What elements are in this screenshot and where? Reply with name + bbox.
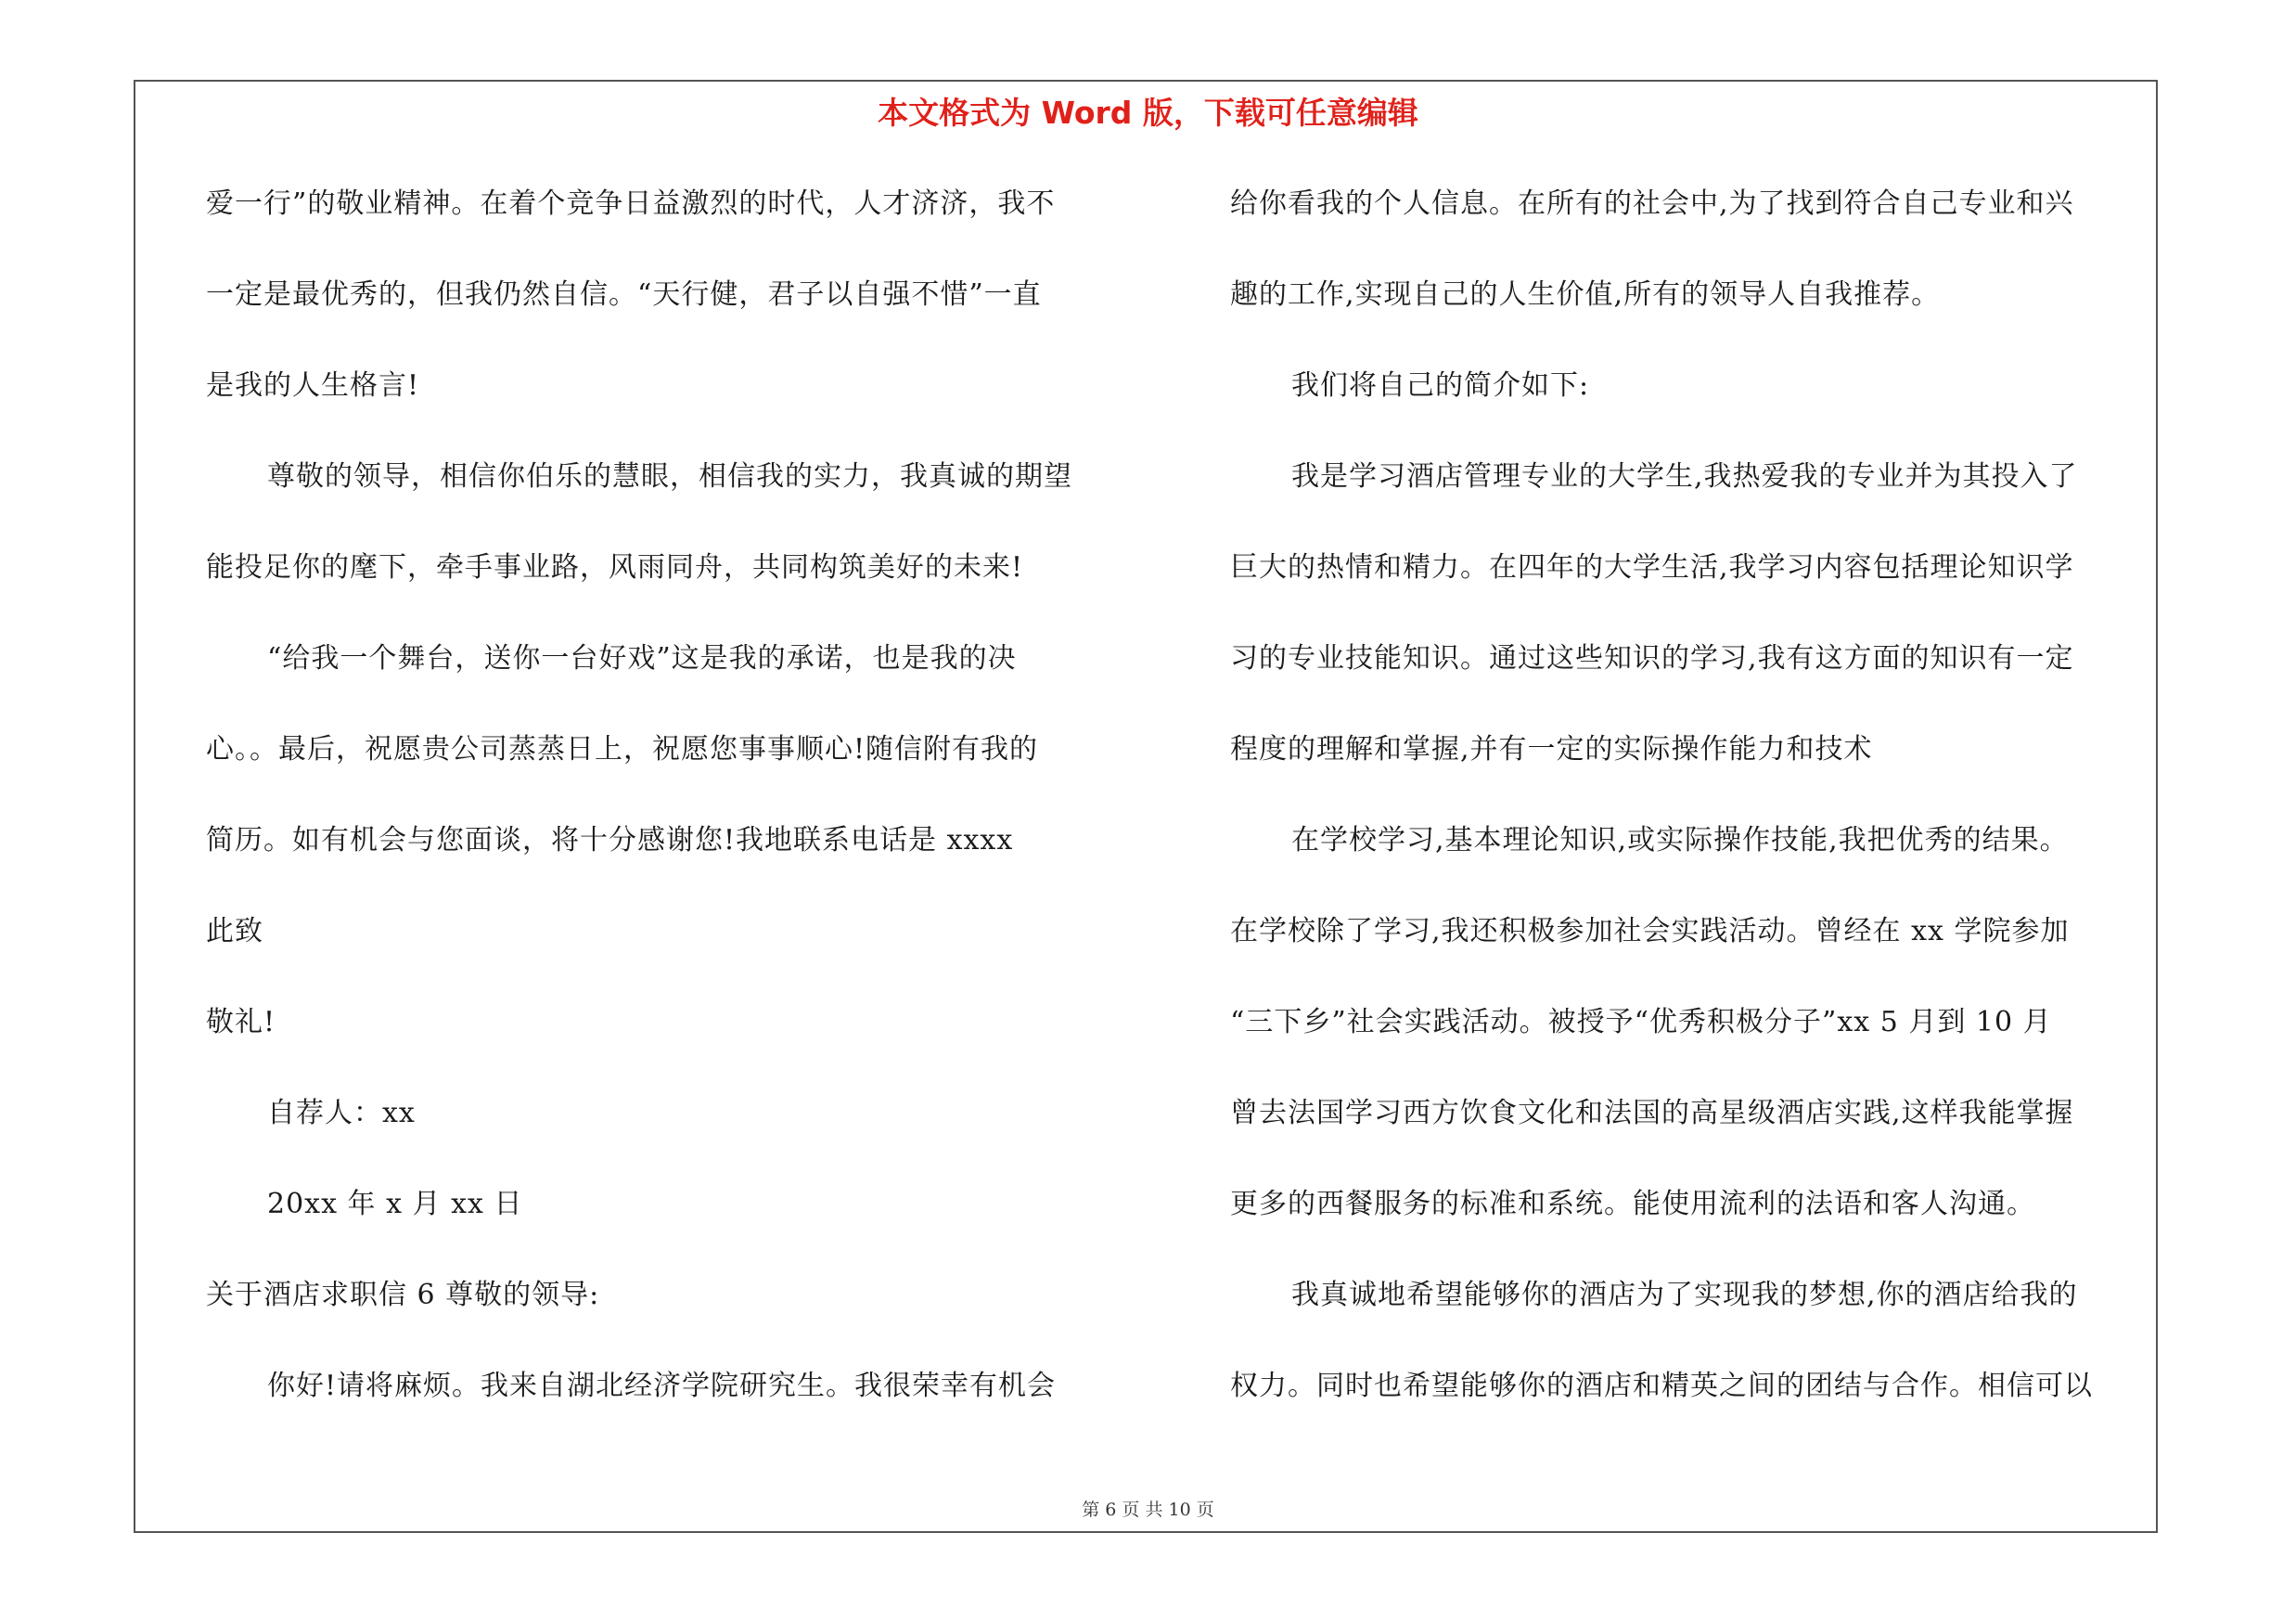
paragraph-line: 我真诚地希望能够你的酒店为了实现我的梦想,你的酒店给我的	[1291, 1279, 2078, 1311]
paragraph-line: 曾去法国学习西方饮食文化和法国的高星级酒店实践,这样我能掌握	[1230, 1097, 2074, 1129]
section-heading: 关于酒店求职信 6 尊敬的领导:	[206, 1279, 600, 1311]
date-line: 20xx 年 x 月 xx 日	[267, 1188, 523, 1220]
paragraph-line: 我们将自己的简介如下:	[1291, 369, 1590, 402]
paragraph-line: 巨大的热情和精力。在四年的大学生活,我学习内容包括理论知识学	[1230, 551, 2074, 584]
paragraph-line: 程度的理解和掌握,并有一定的实际操作能力和技术	[1230, 733, 1873, 766]
paragraph-line: 给你看我的个人信息。在所有的社会中,为了找到符合自己专业和兴	[1230, 187, 2074, 220]
salutation-line: 此致	[206, 915, 263, 947]
paragraph-line: 你好!请将麻烦。我来自湖北经济学院研究生。我很荣幸有机会	[267, 1370, 1057, 1402]
paragraph-line: 更多的西餐服务的标准和系统。能使用流利的法语和客人沟通。	[1230, 1188, 2035, 1220]
paragraph-line: 简历。如有机会与您面谈，将十分感谢您!我地联系电话是 xxxx	[206, 824, 1014, 857]
paragraph-line: “三下乡”社会实践活动。被授予“优秀积极分子”xx 5 月到 10 月	[1230, 1006, 2052, 1038]
paragraph-line: 习的专业技能知识。通过这些知识的学习,我有这方面的知识有一定	[1230, 642, 2074, 675]
paragraph-line: 一定是最优秀的，但我仍然自信。“天行健，君子以自强不惜”一直	[206, 278, 1042, 311]
paragraph-line: 爱一行”的敬业精神。在着个竞争日益激烈的时代，人才济济，我不	[206, 187, 1056, 220]
signature-line: 自荐人：xx	[267, 1097, 416, 1129]
paragraph-line: 是我的人生格言!	[206, 369, 420, 402]
paragraph-line: 趣的工作,实现自己的人生价值,所有的领导人自我推荐。	[1230, 278, 1941, 311]
paragraph-line: 尊敬的领导，相信你伯乐的慧眼，相信我的实力，我真诚的期望	[267, 460, 1072, 493]
salutation-line: 敬礼!	[206, 1006, 276, 1038]
paragraph-line: 在学校除了学习,我还积极参加社会实践活动。曾经在 xx 学院参加	[1230, 915, 2070, 947]
paragraph-line: 权力。同时也希望能够你的酒店和精英之间的团结与合作。相信可以	[1230, 1370, 2093, 1402]
paragraph-line: 能投足你的麾下，牵手事业路，风雨同舟，共同构筑美好的未来!	[206, 551, 1024, 584]
paragraph-line: 心。。最后，祝愿贵公司蒸蒸日上，祝愿您事事顺心!随信附有我的	[206, 733, 1039, 766]
paragraph-line: 在学校学习,基本理论知识,或实际操作技能,我把优秀的结果。	[1291, 824, 2069, 857]
page-number-footer: 第 6 页 共 10 页	[1082, 1500, 1214, 1520]
paragraph-line: 我是学习酒店管理专业的大学生,我热爱我的专业并为其投入了	[1291, 460, 2078, 493]
header-banner: 本文格式为 Word 版，下载可任意编辑	[878, 95, 1418, 131]
paragraph-line: “给我一个舞台，送你一台好戏”这是我的承诺，也是我的决	[267, 642, 1017, 675]
